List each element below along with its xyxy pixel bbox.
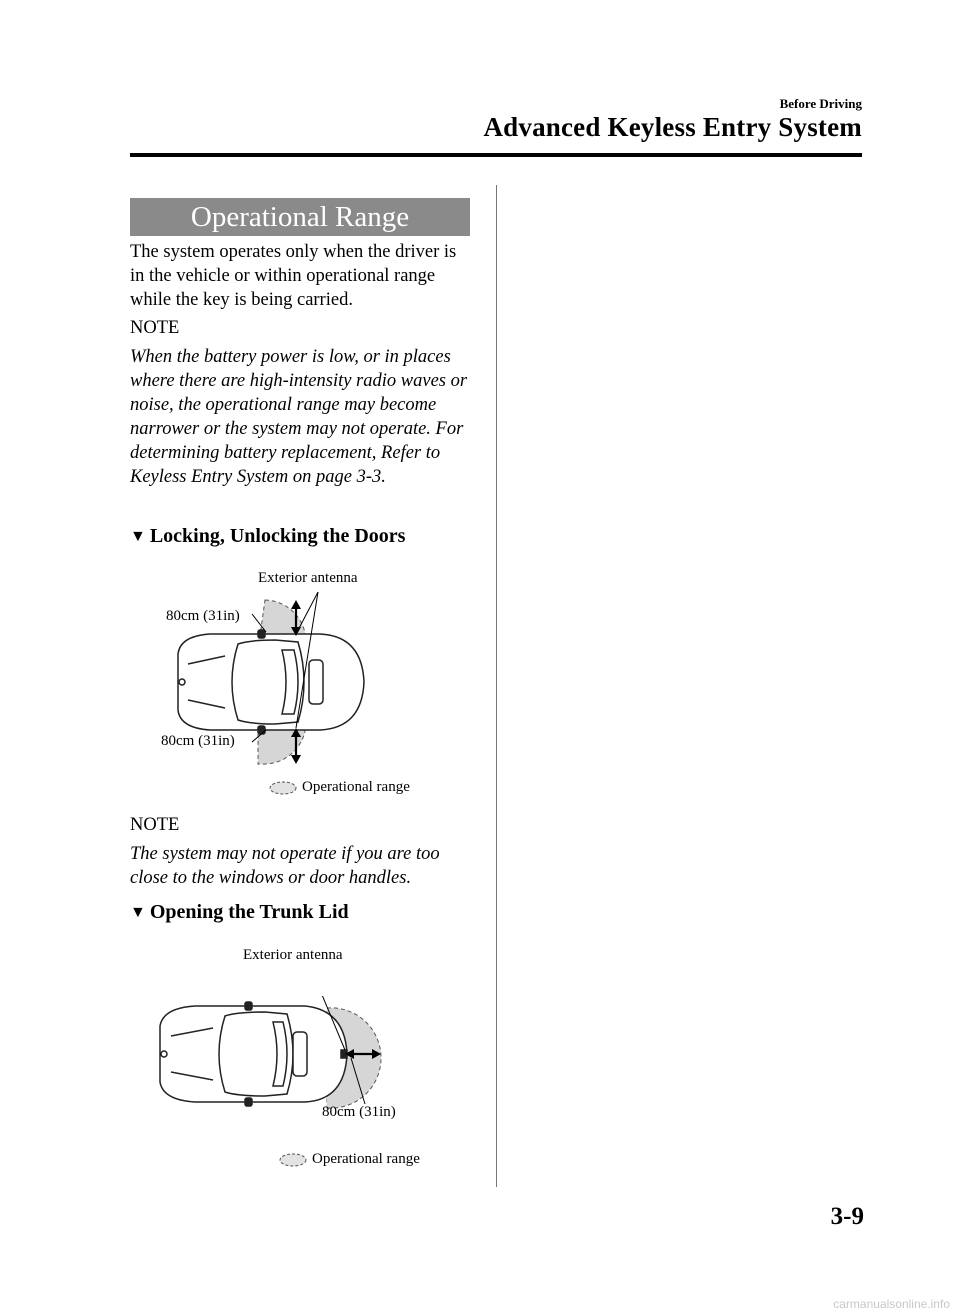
header-rule — [130, 153, 862, 157]
triangle-down-icon: ▼ — [130, 903, 146, 921]
legend-swatch-icon — [278, 1152, 308, 1168]
subhead-doors — [130, 525, 405, 548]
page-number: 3-9 — [830, 1203, 864, 1230]
intro-paragraph: The system operates only when the driver is in the vehicle or within operational range while the key is being carried. — [130, 242, 457, 310]
subhead-doors-label: Locking, Unlocking the Doors — [149, 525, 406, 547]
watermark: carmanualsonline.info — [833, 1297, 950, 1311]
subhead-trunk-label: Opening the Trunk Lid — [149, 901, 349, 923]
trunk-range-diagram — [155, 996, 390, 1114]
car-top-view — [160, 1002, 347, 1106]
header-title: Advanced Keyless Entry System — [483, 112, 862, 142]
subhead-trunk — [130, 901, 349, 924]
doors-distance-bottom: 80cm (31in) — [161, 733, 235, 749]
legend-swatch-icon — [268, 780, 298, 796]
trunk-distance-label: 80cm (31in) — [322, 1104, 396, 1120]
column-divider — [496, 185, 497, 1187]
doors-distance-top: 80cm (31in) — [166, 608, 240, 624]
trunk-legend-label: Operational range — [312, 1151, 420, 1167]
triangle-down-icon: ▼ — [130, 527, 146, 545]
note-text: The system may not operate if you are too close to the windows or door handles. — [130, 844, 440, 888]
doors-antenna-label: Exterior antenna — [258, 570, 358, 586]
note-text: When the battery power is low, or in places where there are high-intensity radio waves or noise, the operational range may become narrower or the system may not operate. For determining battery replacement, Refer to Keyless Entry System on page 3-3. — [130, 347, 468, 487]
header-section-label: Before Driving — [779, 96, 862, 111]
doors-legend-label: Operational range — [302, 779, 410, 795]
car-top-view — [178, 630, 364, 734]
section-banner: Operational Range — [130, 198, 470, 236]
note-label: NOTE — [130, 815, 180, 835]
note-label: NOTE — [130, 318, 180, 338]
trunk-antenna-label: Exterior antenna — [243, 947, 343, 963]
